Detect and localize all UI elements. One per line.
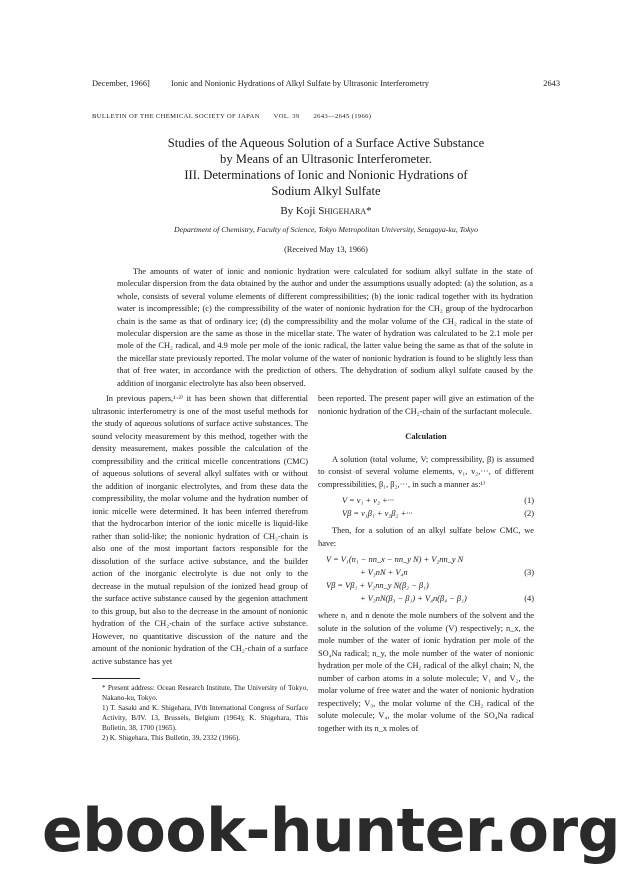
left-column xyxy=(92,393,308,743)
journal-volume: VOL. 39 xyxy=(273,113,300,120)
equation-4-number: (4) xyxy=(524,594,534,603)
received-date: (Received May 13, 1966) xyxy=(284,245,368,254)
journal-name: BULLETIN OF THE CHEMICAL SOCIETY OF JAPAN xyxy=(92,113,260,120)
equation-4-line-2: + V₃nN(β₃ − β₁) + V₄n(β₄ − β₁) xyxy=(360,594,467,603)
section-heading: Calculation xyxy=(405,432,447,441)
continuation-paragraph: been reported. The present paper will give an estimation of the nonionic hydration of the CH₂-chain of the surfactant molecule. xyxy=(318,394,534,416)
equation-1-text: V = v₁ + v₂ +··· xyxy=(342,496,394,505)
affiliation: Department of Chemistry, Faculty of Science, Tokyo Metropolitan University, Setagaya-ku, Tokyo xyxy=(173,225,479,234)
title-line-3: III. Determinations of Ionic and Nonionic Hydrations of xyxy=(184,168,468,182)
intro-paragraph: In previous papers,¹·²⁾ it has been shown that differential ultrasonic interferometry is one of the most useful methods for the study of aqueous solutions of surface active substances. The sound velocity measurement by this method, together with the density measurement, makes possible the calculation of the compressibility and the critical micelle concentrations (CMC) of aqueous solutions of several alkyl sulfates with or without the addition of inorganic electrolytes, and from these data the compressibility, the molar volume and the hydration number of ionic micelle were determined. It has been inferred therefrom that the hydrocarbon interior of the ionic micelle is liquid-like rather than solid-like; the nonionic hydration of CH₂-chain is also one of the most important factors responsible for the dissolution of the surface active substance, and the builder action of the inorganic electrolyte is due not only to the decrease in the mutual repulsion of the ionized head group of the surface active substance caused by the gegenion attachment to this group, but also to the decrease in the amount of nonionic hydration of the CH₂-chain of the surface active substance. However, no quantitative discussion of the nature and the amount of the nonionic hydration of the CH₂-chain of a surface active substance has yet xyxy=(92,394,308,666)
right-column xyxy=(318,393,534,735)
footnote-rule xyxy=(92,678,140,679)
page-number: 2643 xyxy=(543,79,560,88)
author-surname: Shigehara xyxy=(318,205,367,217)
equation-3-line-1: V = V₁(n₁ − nn_x − nn_y N) + V₂nn_y N xyxy=(326,555,464,564)
author-line xyxy=(80,205,572,217)
equation-4 xyxy=(318,580,534,593)
equation-1 xyxy=(318,495,534,508)
running-head-title: Ionic and Nonionic Hydrations of Alkyl Sulfate by Ultrasonic Interferometry xyxy=(171,79,429,88)
journal-citation xyxy=(92,113,383,120)
then-paragraph: Then, for a solution of an alkyl sulfate below CMC, we have: xyxy=(318,526,534,548)
title-line-1: Studies of the Aqueous Solution of a Surface Active Substance xyxy=(167,136,485,150)
abstract xyxy=(117,266,533,390)
footnote-2: 2) K. Shigehara, This Bulletin, 39, 2332 (1966). xyxy=(102,734,241,742)
equation-4-continued xyxy=(318,593,534,606)
equation-4-line-1: Vβ = Vβ₁ + V₂nn_y N(β₂ − β₁) xyxy=(326,581,429,590)
equation-2-number: (2) xyxy=(524,509,534,518)
abstract-text: The amounts of water of ionic and nonionic hydration were calculated for sodium alkyl sulfate in the state of molecular dispersion from the data obtained by the author and under the assumptions usually adopted: (a) the solution, as a whole, consists of several volume elements of different compressibilities; (b) the ionic radical together with its hydration water is incompressible; (c) the compressibility of the water of nonionic hydration for the CH₂ group of the hydrocarbon chain is the same as that of ordinary ice; (d) the compressibility and the molar volume of the CH₂ radical in the state of molecular dispersion are the same as those in the micellar state. The water of hydration was calculated to be 2.1 mole per mole of the CH₂ radical, and 4.9 mole per mole of the ionic radical, the latter value being the same as that of the solute in the micellar state previously reported. The molar volume of the water of nonionic hydration is found to be slightly less than that of free water, in accordance with the prediction of others. The dehydration of sodium alkyl sulfate caused by the addition of inorganic electrolyte has also been observed. xyxy=(117,267,533,388)
definitions-paragraph: where n₁ and n denote the mole numbers of the solvent and the solute in the solution of the volume (V) respectively; n_x, the mole number of the water of ionic hydration per mole of the SO₄Na radical; n_y, the mole number of the water of nonionic hydration per mole of the CH₂ radical of the alkyl chain; N, the number of carbon atoms in a solute molecule; V₁ and V₂, the molar volume of free water and the water of nonionic hydration respectively; V₃, the molar volume of the CH₂ radical of the solute molecule; V₄, the molar volume of the SO₄Na radical together with its n_x moles of xyxy=(318,611,534,733)
title-line-4: Sodium Alkyl Sulfate xyxy=(271,184,381,198)
author-footnote-mark: * xyxy=(366,205,372,217)
author-prefix: By Koji xyxy=(280,205,316,217)
watermark: ebook-hunter.org xyxy=(42,796,620,866)
footnote-star: * Present address: Ocean Research Institute, The University of Tokyo, Nakano-ku, Tokyo. xyxy=(102,684,308,702)
running-head-date: December, 1966] xyxy=(92,79,150,88)
equation-3-line-2: + V₃nN + V₄n xyxy=(360,568,408,577)
equation-1-number: (1) xyxy=(524,496,534,505)
equation-2-text: Vβ = v₁β₁ + v₂β₂ +··· xyxy=(342,509,413,518)
journal-pages: 2643—2645 (1966) xyxy=(313,113,372,120)
paper-title xyxy=(80,135,572,199)
title-line-2: by Means of an Ultrasonic Interferometer. xyxy=(220,152,432,166)
equation-2 xyxy=(318,508,534,521)
calculation-intro: A solution (total volume, V; compressibility, β) is assumed to consist of several volume elements, v₁, v₂,···, of different compressibilities, β₁, β₂,···, in such a manner as:¹⁾ xyxy=(318,454,534,489)
footnote-1: 1) T. Sasaki and K. Shigehara, IVth International Congress of Surface Activity, B/IV. 13, Brussels, Belgium (1964); K. Shigehara, This Bulletin, 38, 1700 (1965). xyxy=(102,704,308,732)
equation-3 xyxy=(318,554,534,567)
equation-3-number: (3) xyxy=(524,568,534,577)
equation-3-continued xyxy=(318,567,534,580)
